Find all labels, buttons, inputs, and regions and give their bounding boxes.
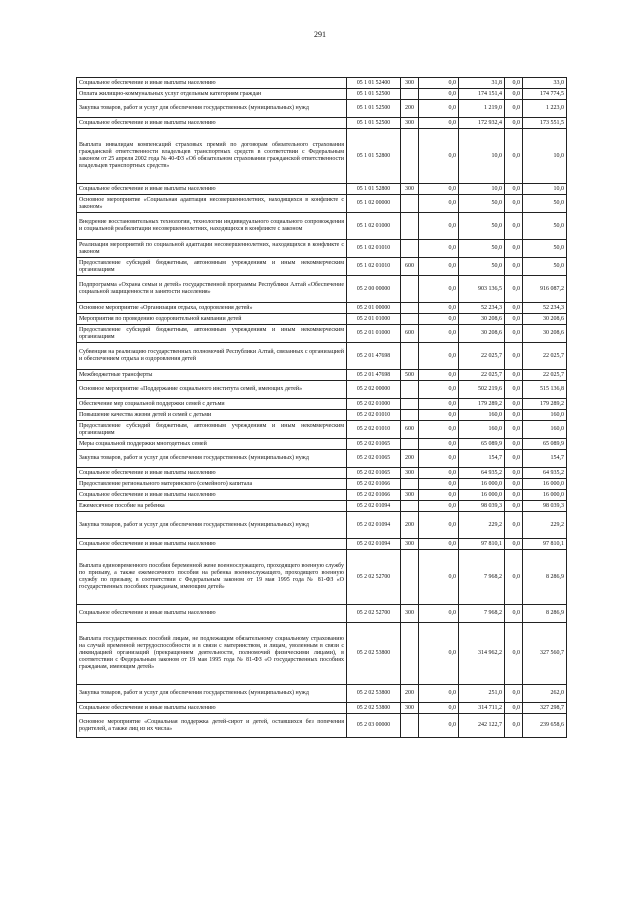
row-name: Ежемесячное пособие на ребенка [77, 501, 347, 512]
row-value-1: 0,0 [419, 550, 459, 605]
row-value-4: 50,0 [523, 258, 567, 276]
table-row [77, 450, 567, 468]
row-expense-type [401, 714, 419, 738]
row-value-3: 0,0 [505, 450, 523, 468]
row-value-1: 0,0 [419, 129, 459, 184]
table-row [77, 240, 567, 258]
row-value-1: 0,0 [419, 623, 459, 685]
table-row [77, 370, 567, 381]
row-code: 05 1 02 01010 [347, 258, 401, 276]
table-row [77, 421, 567, 439]
row-value-1: 0,0 [419, 479, 459, 490]
row-value-4: 916 087,2 [523, 276, 567, 303]
row-value-1: 0,0 [419, 325, 459, 343]
row-value-2: 7 968,2 [459, 605, 505, 623]
row-value-3: 0,0 [505, 501, 523, 512]
row-value-4: 50,0 [523, 195, 567, 213]
row-expense-type: 200 [401, 100, 419, 118]
row-expense-type [401, 479, 419, 490]
row-code: 05 1 01 52500 [347, 100, 401, 118]
row-value-1: 0,0 [419, 501, 459, 512]
row-code: 05 1 01 52500 [347, 118, 401, 129]
row-code: 05 1 01 52400 [347, 78, 401, 89]
row-value-1: 0,0 [419, 314, 459, 325]
row-value-4: 8 286,9 [523, 550, 567, 605]
row-expense-type [401, 213, 419, 240]
row-value-2: 98 039,3 [459, 501, 505, 512]
row-expense-type: 300 [401, 703, 419, 714]
row-code: 05 2 02 01010 [347, 421, 401, 439]
row-value-2: 179 289,2 [459, 399, 505, 410]
row-value-2: 22 025,7 [459, 370, 505, 381]
row-value-3: 0,0 [505, 468, 523, 479]
row-name: Выплата единовременного пособия беременной жене военнослужащего, проходящего военную службу по призыву, а также ежемесячного пособия на ребенка военнослужащего, проходящего военную службу по призыву, в соответствии с Федеральным законом от 19 мая 1995 года № 81-ФЗ «О государственных пособиях гражданам, имеющим детей» [77, 550, 347, 605]
row-value-3: 0,0 [505, 421, 523, 439]
row-code: 05 2 02 01065 [347, 439, 401, 450]
row-code: 05 2 01 47698 [347, 370, 401, 381]
table-row [77, 479, 567, 490]
row-name: Основное мероприятие «Организация отдыха, оздоровления детей» [77, 303, 347, 314]
row-name: Закупка товаров, работ и услуг для обеспечения государственных (муниципальных) нужд [77, 685, 347, 703]
row-code: 05 1 01 52800 [347, 184, 401, 195]
row-value-1: 0,0 [419, 240, 459, 258]
row-value-1: 0,0 [419, 539, 459, 550]
row-expense-type: 600 [401, 421, 419, 439]
row-expense-type: 300 [401, 539, 419, 550]
row-value-3: 0,0 [505, 276, 523, 303]
row-code: 05 2 02 01065 [347, 468, 401, 479]
row-name: Социальное обеспечение и иные выплаты населению [77, 605, 347, 623]
row-value-4: 327 298,7 [523, 703, 567, 714]
row-value-2: 154,7 [459, 450, 505, 468]
row-value-2: 10,0 [459, 184, 505, 195]
row-name: Мероприятия по проведению оздоровительной кампании детей [77, 314, 347, 325]
row-code: 05 2 02 01066 [347, 479, 401, 490]
row-expense-type: 300 [401, 118, 419, 129]
row-value-1: 0,0 [419, 512, 459, 539]
row-code: 05 2 01 47698 [347, 343, 401, 370]
row-expense-type [401, 195, 419, 213]
table-row [77, 439, 567, 450]
row-value-3: 0,0 [505, 129, 523, 184]
table-row [77, 276, 567, 303]
table-row [77, 490, 567, 501]
row-expense-type: 300 [401, 490, 419, 501]
row-value-4: 8 286,9 [523, 605, 567, 623]
row-value-1: 0,0 [419, 410, 459, 421]
row-value-3: 0,0 [505, 550, 523, 605]
row-value-2: 314 711,2 [459, 703, 505, 714]
row-value-3: 0,0 [505, 89, 523, 100]
row-expense-type: 600 [401, 325, 419, 343]
row-expense-type [401, 550, 419, 605]
row-name: Подпрограмма «Охрана семьи и детей» государственной программы Республики Алтай «Обеспечение социальной защищенности и занятости населения» [77, 276, 347, 303]
row-value-2: 22 025,7 [459, 343, 505, 370]
row-value-1: 0,0 [419, 258, 459, 276]
row-code: 05 2 02 01065 [347, 450, 401, 468]
table-row [77, 501, 567, 512]
row-value-1: 0,0 [419, 195, 459, 213]
row-value-4: 52 234,3 [523, 303, 567, 314]
row-code: 05 1 02 01000 [347, 213, 401, 240]
row-code: 05 1 01 52800 [347, 129, 401, 184]
row-code: 05 2 02 01010 [347, 410, 401, 421]
row-expense-type [401, 129, 419, 184]
row-value-4: 97 810,1 [523, 539, 567, 550]
table-row [77, 399, 567, 410]
row-code: 05 2 02 00000 [347, 381, 401, 399]
row-name: Основное мероприятие «Поддержание социального института семей, имеющих детей» [77, 381, 347, 399]
row-value-2: 30 208,6 [459, 325, 505, 343]
row-code: 05 1 02 00000 [347, 195, 401, 213]
row-name: Социальное обеспечение и иные выплаты населению [77, 118, 347, 129]
row-name: Социальное обеспечение и иные выплаты населению [77, 703, 347, 714]
row-expense-type [401, 501, 419, 512]
table-row [77, 468, 567, 479]
table-row [77, 303, 567, 314]
row-code: 05 2 02 01094 [347, 539, 401, 550]
row-value-3: 0,0 [505, 325, 523, 343]
row-value-3: 0,0 [505, 623, 523, 685]
row-code: 05 2 01 01000 [347, 325, 401, 343]
row-name: Предоставление регионального материнского (семейного) капитала [77, 479, 347, 490]
row-name: Закупка товаров, работ и услуг для обеспечения государственных (муниципальных) нужд [77, 450, 347, 468]
row-value-4: 262,0 [523, 685, 567, 703]
table-body [77, 78, 567, 738]
row-code: 05 2 00 00000 [347, 276, 401, 303]
row-expense-type: 500 [401, 370, 419, 381]
row-value-2: 50,0 [459, 258, 505, 276]
row-value-1: 0,0 [419, 370, 459, 381]
row-value-3: 0,0 [505, 258, 523, 276]
row-value-1: 0,0 [419, 714, 459, 738]
row-value-4: 239 658,6 [523, 714, 567, 738]
row-expense-type: 200 [401, 685, 419, 703]
row-value-4: 1 223,0 [523, 100, 567, 118]
row-expense-type [401, 343, 419, 370]
row-value-1: 0,0 [419, 276, 459, 303]
row-name: Повышение качества жизни детей и семей с детьми [77, 410, 347, 421]
table-row [77, 623, 567, 685]
row-value-4: 16 000,0 [523, 490, 567, 501]
row-name: Реализация мероприятий по социальной адаптации несовершеннолетних, находящихся в конфликте с законом [77, 240, 347, 258]
row-code: 05 2 02 01066 [347, 490, 401, 501]
row-code: 05 1 01 52500 [347, 89, 401, 100]
row-value-3: 0,0 [505, 184, 523, 195]
row-expense-type [401, 439, 419, 450]
row-value-1: 0,0 [419, 490, 459, 501]
row-name: Закупка товаров, работ и услуг для обеспечения государственных (муниципальных) нужд [77, 100, 347, 118]
row-value-2: 64 935,2 [459, 468, 505, 479]
table-row [77, 314, 567, 325]
row-value-4: 327 560,7 [523, 623, 567, 685]
row-value-4: 154,7 [523, 450, 567, 468]
row-value-3: 0,0 [505, 195, 523, 213]
row-code: 05 2 02 01094 [347, 512, 401, 539]
budget-table [76, 77, 567, 738]
row-expense-type [401, 240, 419, 258]
row-value-2: 242 122,7 [459, 714, 505, 738]
row-expense-type [401, 276, 419, 303]
row-expense-type [401, 314, 419, 325]
row-value-4: 160,0 [523, 410, 567, 421]
row-value-3: 0,0 [505, 370, 523, 381]
row-value-4: 160,0 [523, 421, 567, 439]
row-value-2: 903 136,5 [459, 276, 505, 303]
table-row [77, 343, 567, 370]
row-value-3: 0,0 [505, 399, 523, 410]
row-name: Основное мероприятие «Социальная адаптация несовершеннолетних, находящихся в конфликте с законом» [77, 195, 347, 213]
row-value-1: 0,0 [419, 450, 459, 468]
row-name: Предоставление субсидий бюджетным, автономным учреждениям и иным некоммерческим организациям [77, 258, 347, 276]
row-value-2: 314 962,2 [459, 623, 505, 685]
row-expense-type: 300 [401, 468, 419, 479]
row-value-3: 0,0 [505, 118, 523, 129]
row-value-1: 0,0 [419, 439, 459, 450]
row-value-3: 0,0 [505, 343, 523, 370]
row-code: 05 2 02 01094 [347, 501, 401, 512]
row-name: Оплата жилищно-коммунальных услуг отдельным категориям граждан [77, 89, 347, 100]
row-value-2: 502 219,6 [459, 381, 505, 399]
table-row [77, 100, 567, 118]
row-expense-type [401, 399, 419, 410]
row-value-2: 7 968,2 [459, 550, 505, 605]
row-value-1: 0,0 [419, 100, 459, 118]
row-value-2: 16 000,0 [459, 490, 505, 501]
row-name: Социальное обеспечение и иные выплаты населению [77, 78, 347, 89]
row-name: Основное мероприятие «Социальная поддержка детей-сирот и детей, оставшихся без попечения родителей, а также лиц из их числа» [77, 714, 347, 738]
row-value-3: 0,0 [505, 314, 523, 325]
row-value-4: 174 774,5 [523, 89, 567, 100]
row-value-1: 0,0 [419, 421, 459, 439]
row-expense-type: 200 [401, 450, 419, 468]
row-value-3: 0,0 [505, 539, 523, 550]
row-name: Межбюджетные трансферты [77, 370, 347, 381]
row-value-3: 0,0 [505, 703, 523, 714]
row-value-3: 0,0 [505, 100, 523, 118]
row-value-4: 30 208,6 [523, 325, 567, 343]
row-value-3: 0,0 [505, 303, 523, 314]
row-value-2: 50,0 [459, 240, 505, 258]
row-value-2: 97 810,1 [459, 539, 505, 550]
row-value-3: 0,0 [505, 479, 523, 490]
row-value-4: 173 551,5 [523, 118, 567, 129]
row-value-3: 0,0 [505, 213, 523, 240]
row-expense-type [401, 410, 419, 421]
row-value-1: 0,0 [419, 213, 459, 240]
row-expense-type [401, 303, 419, 314]
row-value-3: 0,0 [505, 240, 523, 258]
row-value-4: 50,0 [523, 240, 567, 258]
row-code: 05 1 02 01010 [347, 240, 401, 258]
row-value-1: 0,0 [419, 703, 459, 714]
table-row [77, 539, 567, 550]
row-value-1: 0,0 [419, 399, 459, 410]
table-row [77, 89, 567, 100]
row-code: 05 2 01 01000 [347, 314, 401, 325]
row-expense-type [401, 381, 419, 399]
row-value-2: 52 234,3 [459, 303, 505, 314]
row-value-1: 0,0 [419, 303, 459, 314]
row-code: 05 2 01 00000 [347, 303, 401, 314]
row-value-4: 64 935,2 [523, 468, 567, 479]
row-code: 05 2 02 01000 [347, 399, 401, 410]
row-value-2: 160,0 [459, 410, 505, 421]
table-row [77, 78, 567, 89]
row-name: Предоставление субсидий бюджетным, автономным учреждениям и иным некоммерческим организациям [77, 325, 347, 343]
row-value-1: 0,0 [419, 78, 459, 89]
row-value-3: 0,0 [505, 381, 523, 399]
row-expense-type [401, 623, 419, 685]
row-value-2: 160,0 [459, 421, 505, 439]
table-row [77, 410, 567, 421]
row-name: Социальное обеспечение и иные выплаты населению [77, 539, 347, 550]
row-name: Социальное обеспечение и иные выплаты населению [77, 184, 347, 195]
row-value-1: 0,0 [419, 118, 459, 129]
row-value-2: 16 000,0 [459, 479, 505, 490]
row-code: 05 2 02 52700 [347, 605, 401, 623]
row-value-2: 174 151,4 [459, 89, 505, 100]
row-value-1: 0,0 [419, 184, 459, 195]
table-row [77, 605, 567, 623]
row-value-1: 0,0 [419, 468, 459, 479]
row-value-1: 0,0 [419, 605, 459, 623]
row-value-4: 33,0 [523, 78, 567, 89]
row-value-2: 31,8 [459, 78, 505, 89]
table-row [77, 714, 567, 738]
page-number: 291 [314, 30, 326, 39]
table-row [77, 512, 567, 539]
row-value-2: 1 219,0 [459, 100, 505, 118]
row-value-4: 98 039,3 [523, 501, 567, 512]
row-value-4: 10,0 [523, 184, 567, 195]
table-row [77, 550, 567, 605]
row-value-4: 10,0 [523, 129, 567, 184]
row-value-2: 50,0 [459, 213, 505, 240]
row-code: 05 2 02 52700 [347, 550, 401, 605]
table-row [77, 685, 567, 703]
row-value-1: 0,0 [419, 89, 459, 100]
row-name: Субвенция на реализацию государственных полномочий Республики Алтай, связанных с организацией и обеспечением отдыха и оздоровления детей [77, 343, 347, 370]
row-expense-type: 600 [401, 258, 419, 276]
row-value-2: 65 089,9 [459, 439, 505, 450]
row-name: Внедрение восстановительных технологии, технологии индивидуального социального сопровождения и социальной реабилитации несовершеннолетних, находящихся в конфликте с законом [77, 213, 347, 240]
row-value-3: 0,0 [505, 714, 523, 738]
row-code: 05 2 03 00000 [347, 714, 401, 738]
row-value-4: 515 136,8 [523, 381, 567, 399]
row-name: Социальное обеспечение и иные выплаты населению [77, 468, 347, 479]
row-code: 05 2 02 53800 [347, 703, 401, 714]
row-name: Предоставление субсидий бюджетным, автономным учреждениям и иным некоммерческим организациям [77, 421, 347, 439]
table-row [77, 184, 567, 195]
table-row [77, 213, 567, 240]
row-expense-type: 300 [401, 184, 419, 195]
row-value-2: 30 208,6 [459, 314, 505, 325]
row-value-3: 0,0 [505, 685, 523, 703]
row-value-4: 30 208,6 [523, 314, 567, 325]
row-code: 05 2 02 53800 [347, 685, 401, 703]
row-value-4: 50,0 [523, 213, 567, 240]
row-name: Выплата инвалидам компенсаций страховых премий по договорам обязательного страхования гражданской ответственности владельцев транспортных средств в соответствии с Федеральным законом от 25 апреля 2002 года № 40-ФЗ «Об обязательном страховании гражданской ответственности владельцев транспортных средств» [77, 129, 347, 184]
row-value-3: 0,0 [505, 439, 523, 450]
row-value-4: 16 000,0 [523, 479, 567, 490]
row-value-3: 0,0 [505, 605, 523, 623]
row-value-3: 0,0 [505, 490, 523, 501]
table-row [77, 118, 567, 129]
row-value-4: 179 289,2 [523, 399, 567, 410]
row-name: Выплата государственных пособий лицам, не подлежащим обязательному социальному страхованию на случай временной нетрудоспособности и в связи с материнством, и лицам, уволенным в связи с ликвидацией организаций (прекращением деятельности, полномочий физическими лицами), в соответствии с Федеральным законом от 19 мая 1995 года № 81-ФЗ «О государственных пособиях гражданам, имеющим детей» [77, 623, 347, 685]
row-value-2: 172 932,4 [459, 118, 505, 129]
table-row [77, 325, 567, 343]
row-value-3: 0,0 [505, 410, 523, 421]
row-value-2: 229,2 [459, 512, 505, 539]
row-name: Закупка товаров, работ и услуг для обеспечения государственных (муниципальных) нужд [77, 512, 347, 539]
row-value-1: 0,0 [419, 343, 459, 370]
row-value-3: 0,0 [505, 78, 523, 89]
row-expense-type [401, 89, 419, 100]
row-value-4: 22 025,7 [523, 370, 567, 381]
row-value-1: 0,0 [419, 685, 459, 703]
row-value-4: 229,2 [523, 512, 567, 539]
row-value-2: 10,0 [459, 129, 505, 184]
row-name: Социальное обеспечение и иные выплаты населению [77, 490, 347, 501]
row-value-4: 65 089,9 [523, 439, 567, 450]
row-expense-type: 300 [401, 78, 419, 89]
row-value-2: 251,0 [459, 685, 505, 703]
row-expense-type: 300 [401, 605, 419, 623]
table-row [77, 129, 567, 184]
row-name: Меры социальной поддержки многодетных семей [77, 439, 347, 450]
row-value-1: 0,0 [419, 381, 459, 399]
row-value-4: 22 025,7 [523, 343, 567, 370]
table-row [77, 195, 567, 213]
row-name: Обеспечение мер социальной поддержки семей с детьми [77, 399, 347, 410]
row-code: 05 2 02 53800 [347, 623, 401, 685]
table-row [77, 703, 567, 714]
row-expense-type: 200 [401, 512, 419, 539]
row-value-3: 0,0 [505, 512, 523, 539]
table-row [77, 381, 567, 399]
table-row [77, 258, 567, 276]
row-value-2: 50,0 [459, 195, 505, 213]
